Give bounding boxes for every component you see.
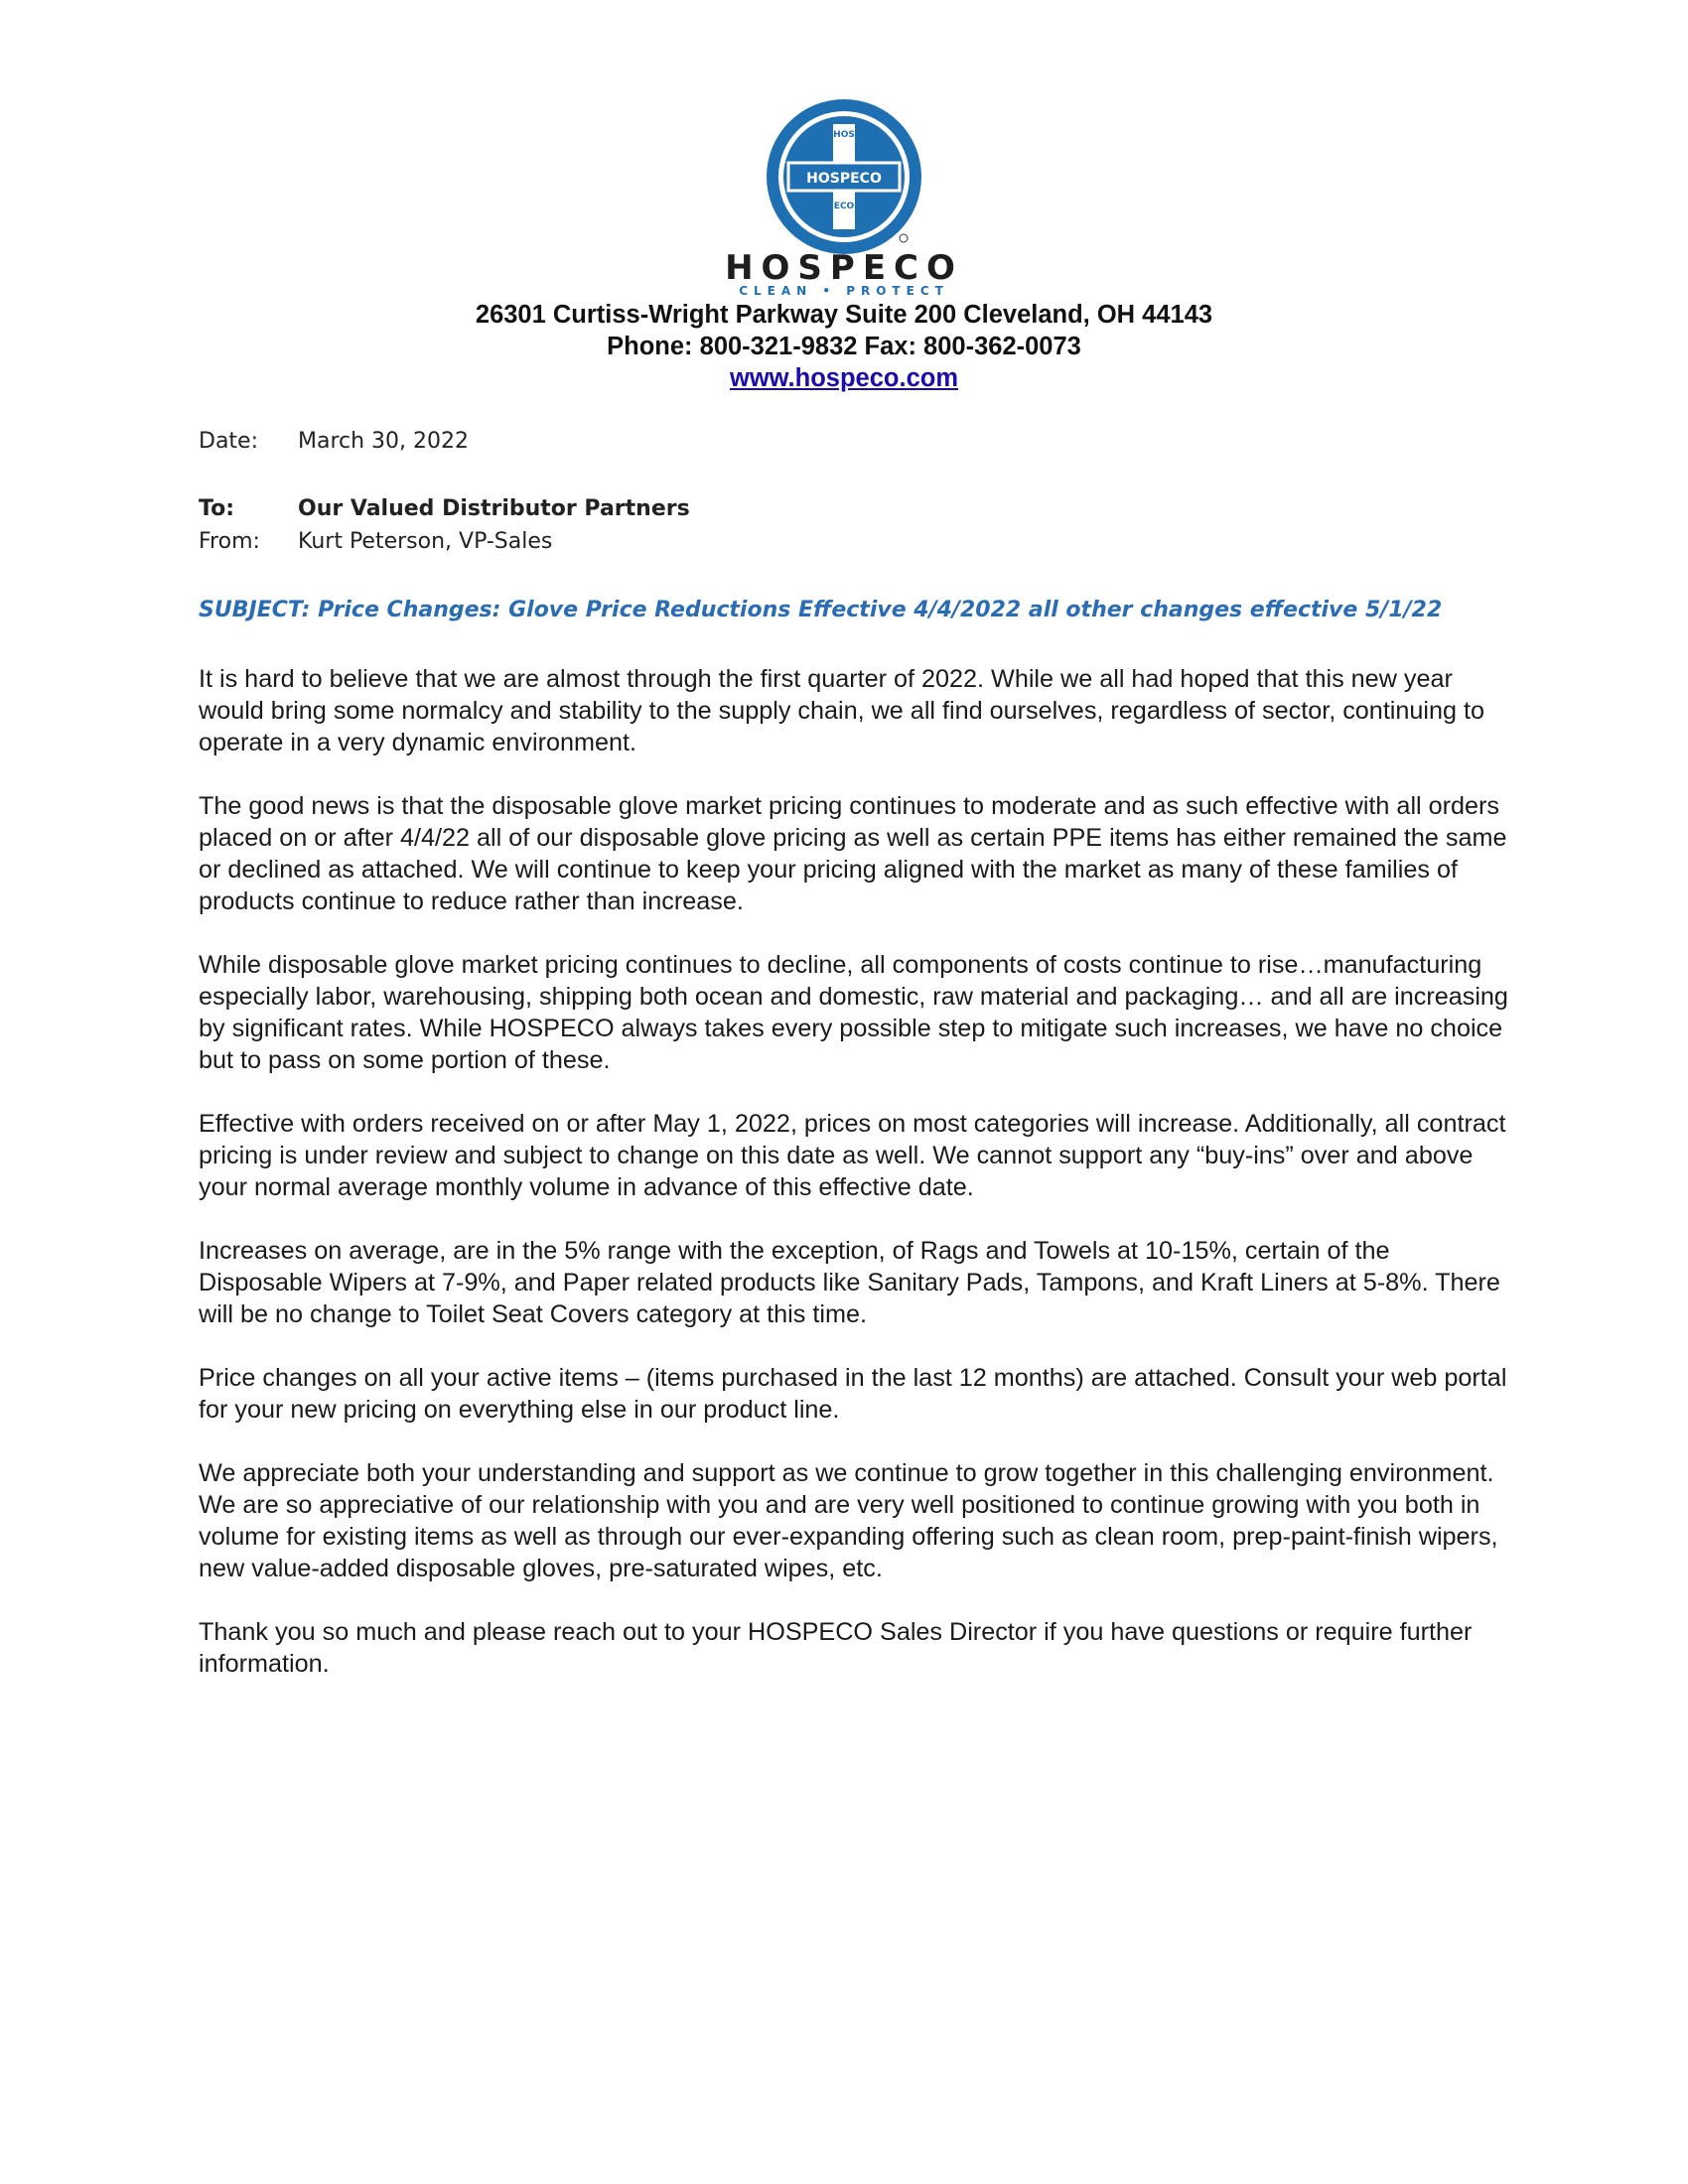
logo-vertical-bottom: ECO (833, 202, 855, 211)
hospeco-emblem-icon (765, 97, 923, 256)
from-label: From: (199, 529, 260, 554)
to-value: Our Valued Distributor Partners (298, 496, 690, 521)
website-link[interactable]: www.hospeco.com (729, 364, 958, 392)
body-paragraph: While disposable glove market pricing continues to decline, all components of costs continue to rise…manufacturing especially labor, warehousing, shipping both ocean and domestic, raw material and packaging… and all are increasing by significant rates. While HOSPECO always takes every possible step to mitigate such increases, we have no choice but to pass on some portion of these. (199, 951, 1508, 1074)
logo-badge-text: HOSPECO (806, 171, 882, 187)
phone-fax: Phone: 800-321-9832 Fax: 800-362-0073 (607, 333, 1081, 360)
tagline: CLEAN • PROTECT (739, 284, 949, 298)
date-value: March 30, 2022 (298, 429, 470, 454)
body-paragraph: Effective with orders received on or after May 1, 2022, prices on most categories will increase. Additionally, all contract pricing is under review and subject to change on this date as well. We cannot support any “buy-ins” over and above your normal average monthly volume in advance of this effective date. (199, 1110, 1506, 1201)
memo-from-row (199, 529, 552, 554)
body-paragraph: Thank you so much and please reach out to your HOSPECO Sales Director if you have questions or require further information. (199, 1618, 1473, 1678)
address: 26301 Curtiss-Wright Parkway Suite 200 Cleveland, OH 44143 (475, 301, 1213, 329)
hospeco-logo (765, 97, 923, 256)
from-value: Kurt Peterson, VP-Sales (298, 529, 553, 554)
subject-line: SUBJECT: Price Changes: Glove Price Reductions Effective 4/4/2022 all other changes effective 5/1/22 (199, 598, 1443, 622)
to-label: To: (199, 496, 234, 521)
body-paragraph: It is hard to believe that we are almost through the first quarter of 2022. While we all had hoped that this new year would bring some normalcy and stability to the supply chain, we all find ourselves, regardless of sector, continuing to operate in a very dynamic environment. (199, 665, 1485, 756)
letterhead (199, 299, 1489, 394)
body-paragraph: Price changes on all your active items – (items purchased in the last 12 months) are attached. Consult your web portal for your new pricing on everything else in our product line. (199, 1364, 1507, 1424)
body-paragraph: We appreciate both your understanding and support as we continue to grow together in this challenging environment. We are so appreciative of our relationship with you and are very well positioned to continue growing with you both in volume for existing items as well as through our ever-expanding offering such as clean room, prep-paint-finish wipers, new value-added disposable gloves, pre-saturated wipes, etc. (199, 1459, 1498, 1582)
body-paragraph: The good news is that the disposable glove market pricing continues to moderate and as such effective with all orders placed on or after 4/4/22 all of our disposable glove pricing as well as certain PPE items has either remained the same or declined as attached. We will continue to keep your pricing aligned with the market as many of these families of products continue to reduce rather than increase. (199, 792, 1507, 915)
wordmark (596, 250, 1092, 298)
body-paragraph: Increases on average, are in the 5% range with the exception, of Rags and Towels at 10-15%, certain of the Disposable Wipers at 7-9%, and Paper related products like Sanitary Pads, Tampons, and Kraft Liners at 5-8%. There will be no change to Toilet Seat Covers category at this time. (199, 1237, 1500, 1328)
logo-vertical-top: HOS (833, 130, 855, 140)
date-label: Date: (199, 429, 258, 454)
letter-body (199, 663, 1509, 1711)
memo-to-row (199, 496, 690, 521)
memo-date-row (199, 429, 469, 454)
wordmark-text: HOSPECO (725, 248, 963, 288)
